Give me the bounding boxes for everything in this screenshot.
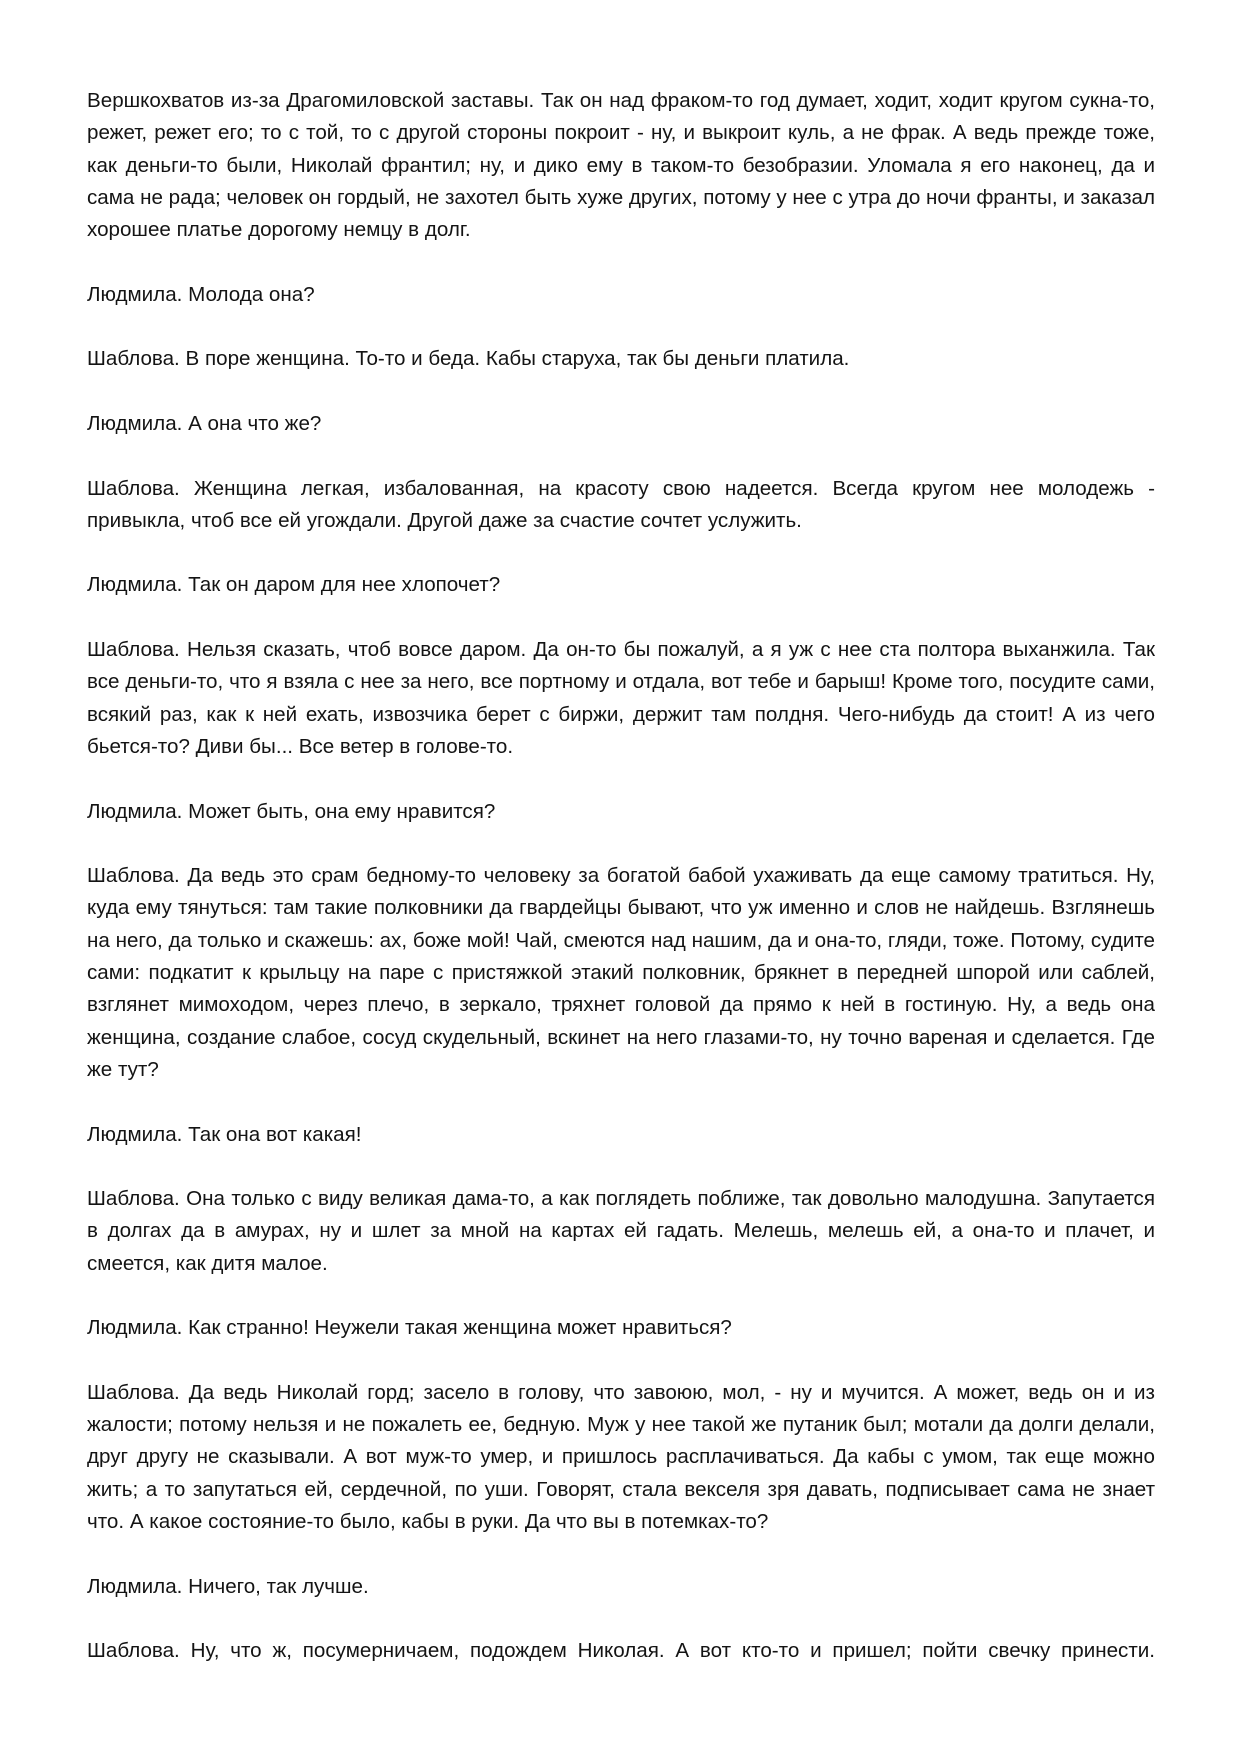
dialogue-line-shablova: Шаблова. Она только с виду великая дама-то, а как поглядеть поближе, так довольно малодушна. Запутается в долгах да в амурах, ну и шлет за мной на картах ей гадать. Мелешь, мелешь ей, а она-то и плачет, и смеется, как дитя малое.: [87, 1187, 1155, 1275]
dialogue-line-ludmila: Людмила. Может быть, она ему нравится?: [87, 799, 496, 823]
dialogue-line-ludmila: Людмила. Так она вот какая!: [87, 1122, 362, 1146]
dialogue-line-shablova: Шаблова. Ну, что ж, посумерничаем, подождем Николая. А вот кто-то и пришел; пойти свечку принести.: [87, 1639, 1155, 1663]
paragraph-narration-continued: Вершкохватов из-за Драгомиловской заставы. Так он над фраком-то год думает, ходит, ходит кругом сукна-то, режет, режет его; то с той, то с другой стороны покроит - ну, и выкроит куль, а не фрак. А ведь прежде тоже, как деньги-то были, Николай франтил; ну, и дико ему в таком-то безобразии. Уломала я его наконец, да и сама не рада; человек он гордый, не захотел быть хуже других, потому у нее с утра до ночи франты, и заказал хорошее платье дорогому немцу в долг.: [87, 89, 1155, 242]
dialogue-line-ludmila: Людмила. А она что же?: [87, 411, 322, 435]
dialogue-line-ludmila: Людмила. Молода она?: [87, 282, 315, 306]
dialogue-line-shablova: Шаблова. Женщина легкая, избалованная, на красоту свою надеется. Всегда кругом нее молодежь - привыкла, чтоб все ей угождали. Другой даже за счастие сочтет услужить.: [87, 476, 1155, 532]
dialogue-line-shablova: Шаблова. Да ведь это срам бедному-то человеку за богатой бабой ухаживать да еще самому тратиться. Ну, куда ему тянуться: там такие полковники да гвардейцы бывают, что уж именно и слов не найдешь. Взглянешь на него, да только и скажешь: ах, боже мой! Чай, смеются над нашим, да и она-то, гляди, тоже. Потому, судите сами: подкатит к крыльцу на паре с пристяжкой этакий полковник, брякнет в передней шпорой или саблей, взглянет мимоходом, через плечо, в зеркало, тряхнет головой да прямо к ней в гостиную. Ну, а ведь она женщина, создание слабое, сосуд скудельный, вскинет на него глазами-то, ну точно вареная и сделается. Где же тут?: [87, 864, 1155, 1081]
dialogue-line-shablova: Шаблова. В поре женщина. То-то и беда. Кабы старуха, так бы деньги платила.: [87, 347, 850, 371]
dialogue-line-ludmila: Людмила. Как странно! Неужели такая женщина может нравиться?: [87, 1316, 732, 1340]
dialogue-line-shablova: Шаблова. Да ведь Николай горд; засело в голову, что завоюю, мол, - ну и мучится. А может, ведь он и из жалости; потому нельзя и не пожалеть ее, бедную. Муж у нее такой же путаник был; мотали да долги делали, друг другу не сказывали. А вот муж-то умер, и пришлось расплачиваться. Да кабы с умом, так еще можно жить; а то запутаться ей, сердечной, по уши. Говорят, стала векселя зря давать, подписывает сама не знает что. А какое состояние-то было, кабы в руки. Да что вы в потемках-то?: [87, 1380, 1155, 1534]
dialogue-line-ludmila: Людмила. Так он даром для нее хлопочет?: [87, 573, 501, 597]
dialogue-line-shablova: Шаблова. Нельзя сказать, чтоб вовсе даром. Да он-то бы пожалуй, а я уж с нее ста полтора выханжила. Так все деньги-то, что я взяла с нее за него, все портному и отдала, вот тебе и барыш! Кроме того, посудите сами, всякий раз, как к ней ехать, извозчика берет с биржи, держит там полдня. Чего-нибудь да стоит! А из чего бьется-то? Диви бы... Все ветер в голове-то.: [87, 638, 1155, 758]
dialogue-line-ludmila: Людмила. Ничего, так лучше.: [87, 1574, 369, 1598]
document-page: [87, 85, 1155, 1668]
